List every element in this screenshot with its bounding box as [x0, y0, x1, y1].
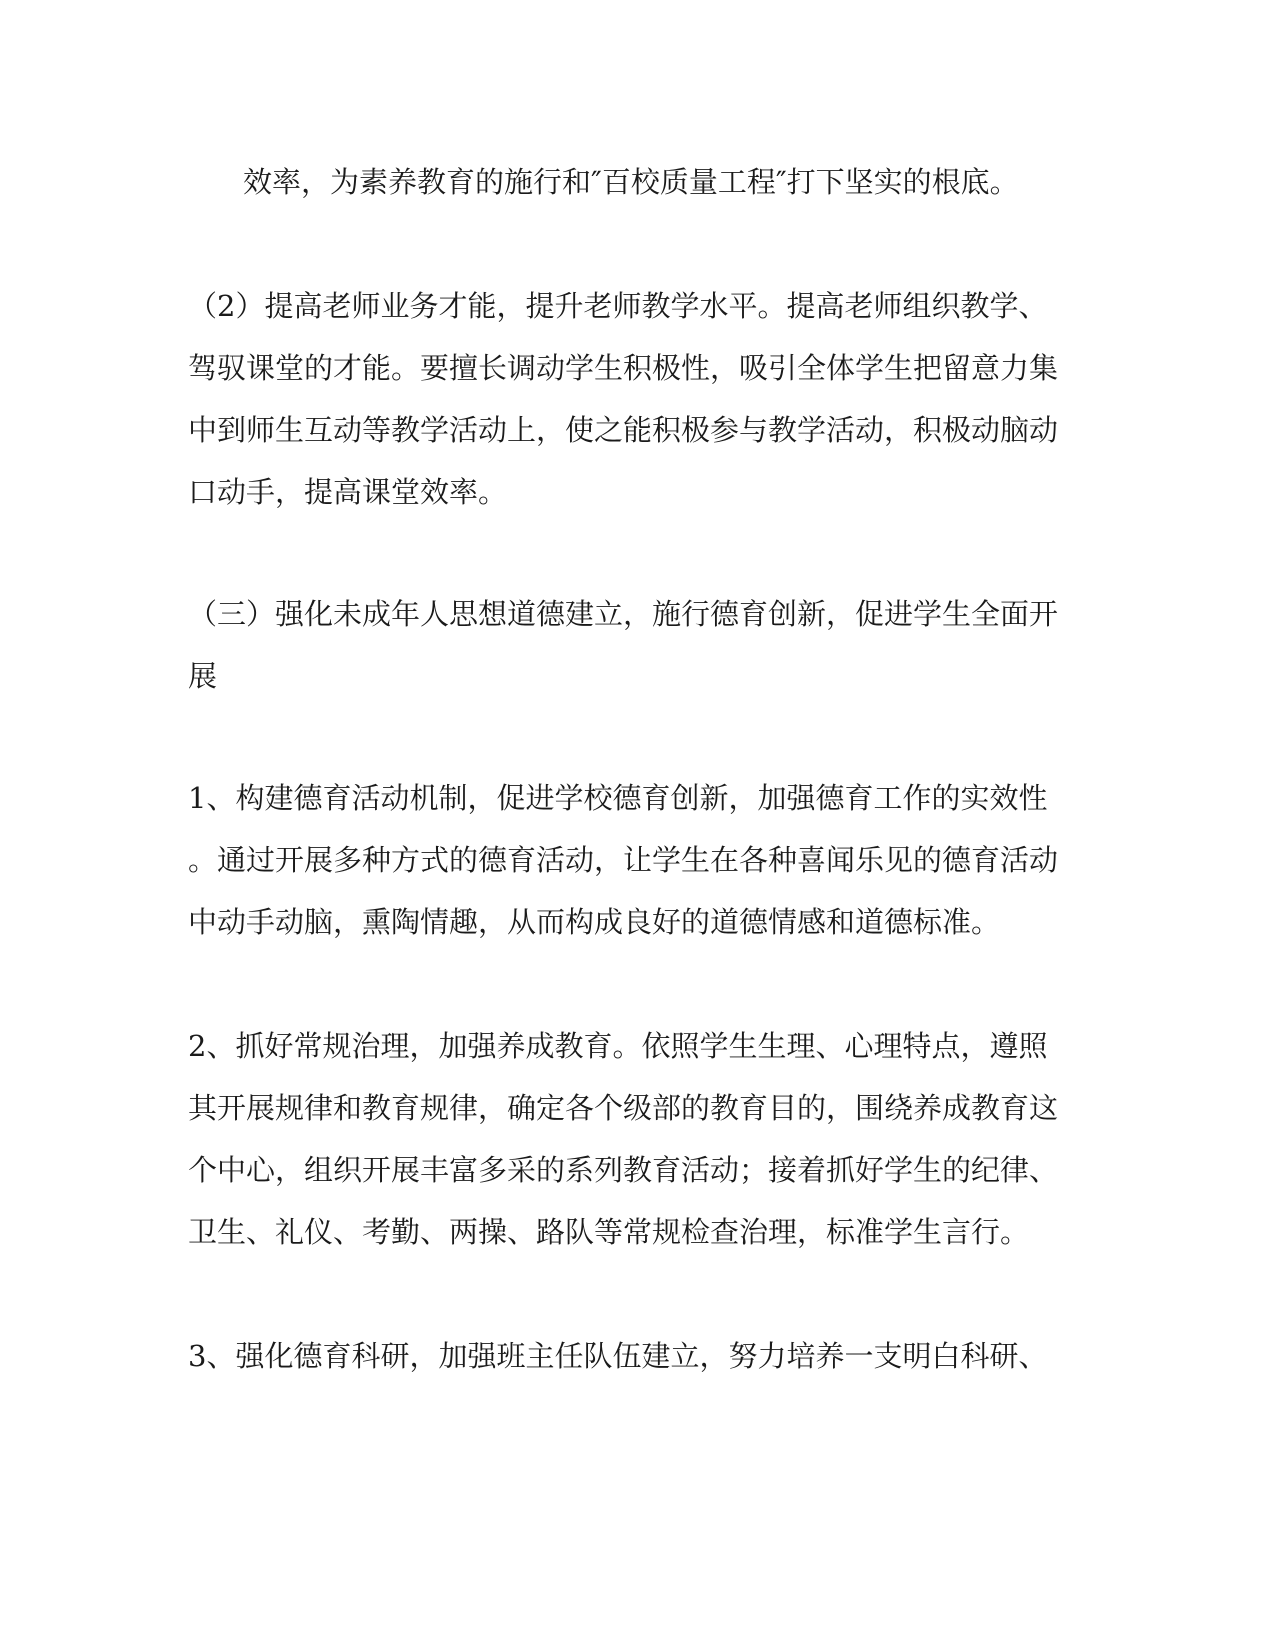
paragraph-3-line-1: （三）强化未成年人思想道德建立，施行德育创新，促进学生全面开 — [188, 597, 1059, 631]
paragraph-5-line-1: 2、抓好常规治理，加强养成教育。依照学生生理、心理特点，遵照 — [188, 1029, 1048, 1063]
paragraph-6-line-1: 3、强化德育科研，加强班主任队伍建立，努力培养一支明白科研、 — [188, 1339, 1048, 1373]
paragraph-2-line-3: 中到师生互动等教学活动上，使之能积极参与教学活动，积极动脑动 — [188, 413, 1059, 447]
paragraph-4-line-1: 1、构建德育活动机制，促进学校德育创新，加强德育工作的实效性 — [188, 781, 1048, 815]
paragraph-1-line-1: 效率，为素养教育的施行和″百校质量工程″打下坚实的根底。 — [243, 165, 1019, 199]
paragraph-2-line-4: 口动手，提高课堂效率。 — [188, 475, 508, 509]
paragraph-4-line-2: 。通过开展多种方式的德育活动，让学生在各种喜闻乐见的德育活动 — [188, 843, 1059, 877]
paragraph-3-line-2: 展 — [188, 659, 218, 693]
paragraph-2-line-2: 驾驭课堂的才能。要擅长调动学生积极性，吸引全体学生把留意力集 — [188, 351, 1059, 385]
paragraph-2-line-1: （2）提高老师业务才能，提升老师教学水平。提高老师组织教学、 — [188, 289, 1048, 323]
paragraph-4-line-3: 中动手动脑，熏陶情趣，从而构成良好的道德情感和道德标准。 — [188, 905, 1001, 939]
paragraph-5-line-2: 其开展规律和教育规律，确定各个级部的教育目的，围绕养成教育这 — [188, 1091, 1059, 1125]
paragraph-5-line-3: 个中心，组织开展丰富多采的系列教育活动；接着抓好学生的纪律、 — [188, 1153, 1059, 1187]
paragraph-5-line-4: 卫生、礼仪、考勤、两操、路队等常规检查治理，标准学生言行。 — [188, 1215, 1030, 1249]
